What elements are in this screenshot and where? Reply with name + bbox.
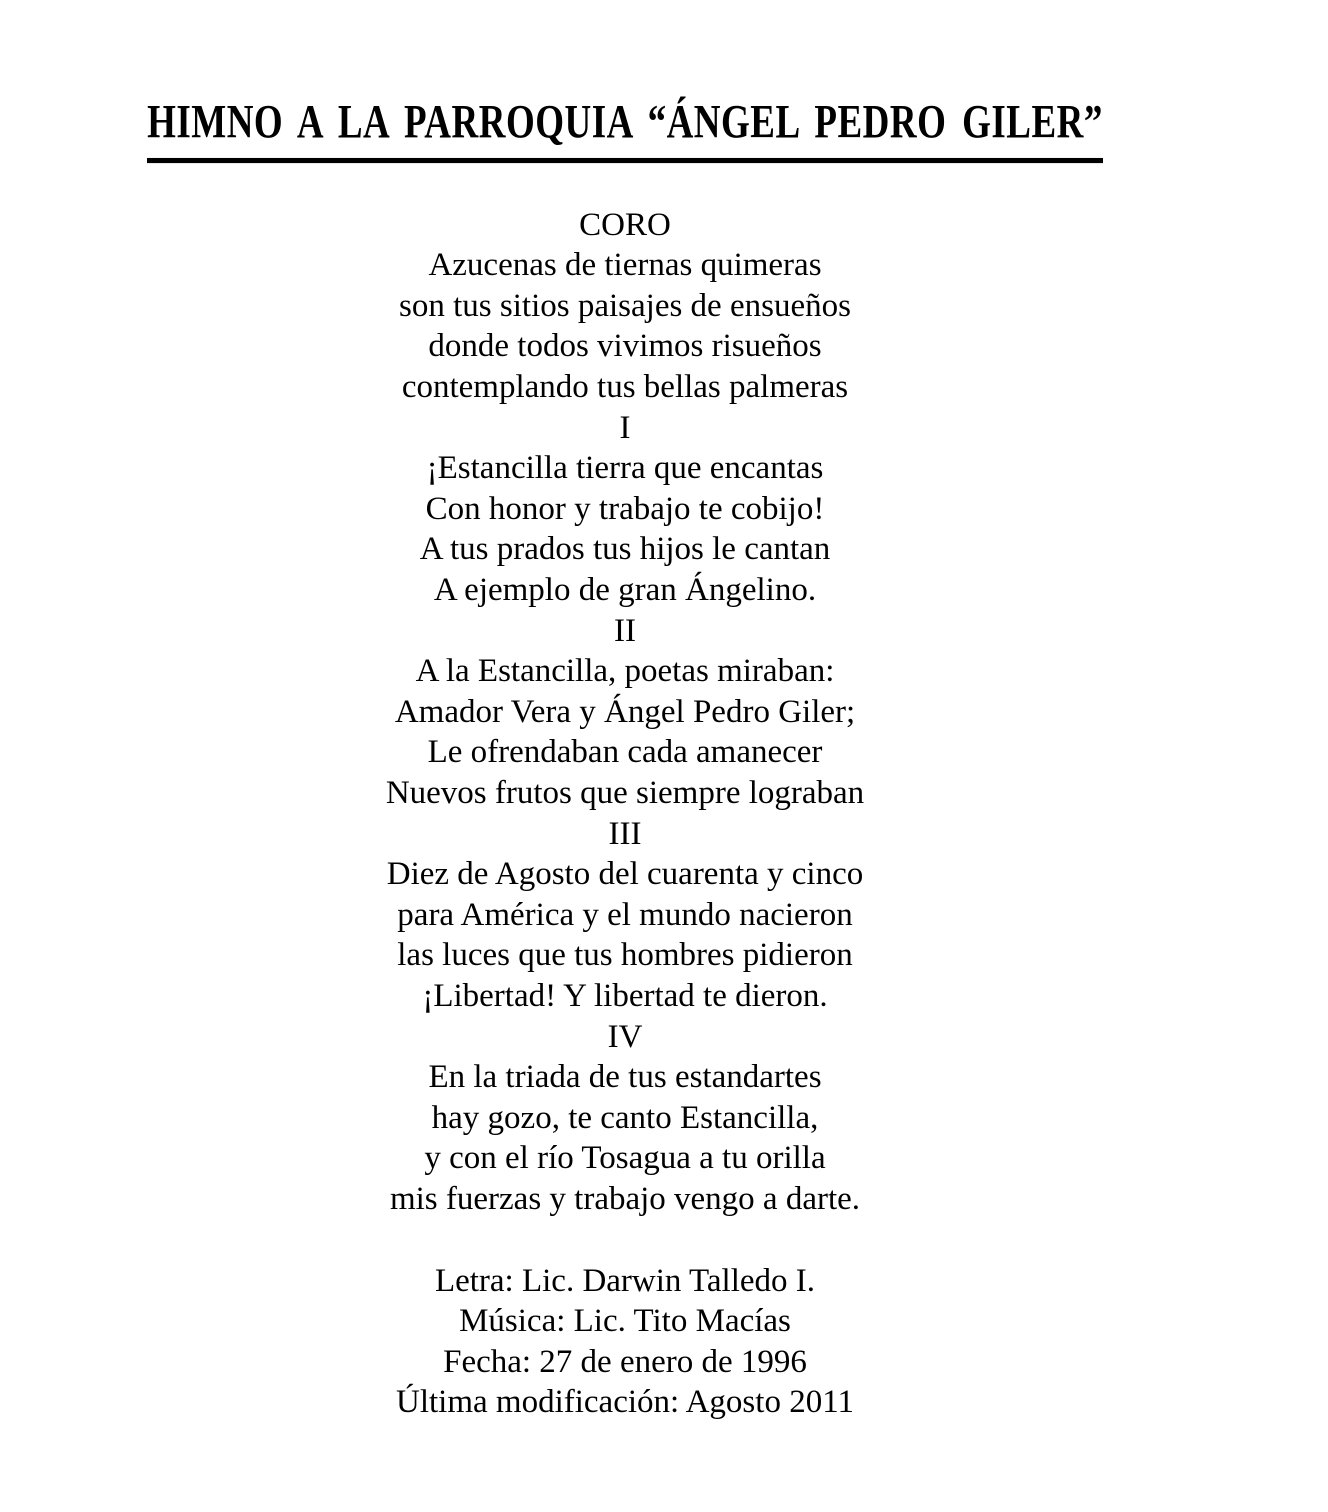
poem-line: Le ofrendaban cada amanecer (427, 734, 823, 771)
poem-line: donde todos vivimos risueños (428, 328, 822, 365)
poem-line: hay gozo, te canto Estancilla, (431, 1099, 819, 1136)
poem-line: y con el río Tosagua a tu orilla (424, 1140, 826, 1177)
section-heading-coro: CORO (579, 206, 671, 243)
credit-line-modificacion: Última modificación: Agosto 2011 (396, 1384, 854, 1421)
section-heading-3: III (608, 815, 642, 852)
credit-line-musica: Música: Lic. Tito Macías (459, 1303, 791, 1340)
credit-line-letra: Letra: Lic. Darwin Talledo I. (434, 1262, 816, 1299)
poem-line: Azucenas de tiernas quimeras (428, 247, 822, 284)
document-title (0, 96, 1250, 163)
poem-line: contemplando tus bellas palmeras (401, 369, 849, 406)
poem-line: A tus prados tus hijos le cantan (419, 531, 831, 568)
poem-line: para América y el mundo nacieron (397, 896, 853, 933)
poem-line: mis fuerzas y trabajo vengo a darte. (389, 1180, 861, 1217)
poem-line: son tus sitios paisajes de ensueños (399, 287, 851, 324)
poem-line: A ejemplo de gran Ángelino. (433, 572, 817, 609)
poem-line: ¡Estancilla tierra que encantas (426, 450, 824, 487)
section-heading-2: II (614, 612, 636, 649)
credit-line-fecha: Fecha: 27 de enero de 1996 (443, 1343, 807, 1380)
section-heading-1: I (619, 409, 631, 446)
document-title-text: HIMNO A LA PARROQUIA “ÁNGEL PEDRO GILER” (147, 98, 1103, 163)
poem-line: En la triada de tus estandartes (428, 1059, 822, 1096)
credits (0, 1261, 1250, 1423)
poem-line: ¡Libertad! Y libertad te dieron. (422, 977, 828, 1014)
poem-line: Diez de Agosto del cuarenta y cinco (386, 856, 864, 893)
blank-line-spacer (0, 1220, 1250, 1261)
poem-line: Con honor y trabajo te cobijo! (425, 490, 825, 527)
poem-line: las luces que tus hombres pidieron (397, 937, 853, 974)
poem-line: A la Estancilla, poetas miraban: (415, 653, 835, 690)
poem (0, 205, 1250, 1220)
poem-line: Amador Vera y Ángel Pedro Giler; (394, 693, 856, 730)
section-heading-4: IV (607, 1018, 643, 1055)
poem-line: Nuevos frutos que siempre lograban (385, 775, 865, 811)
